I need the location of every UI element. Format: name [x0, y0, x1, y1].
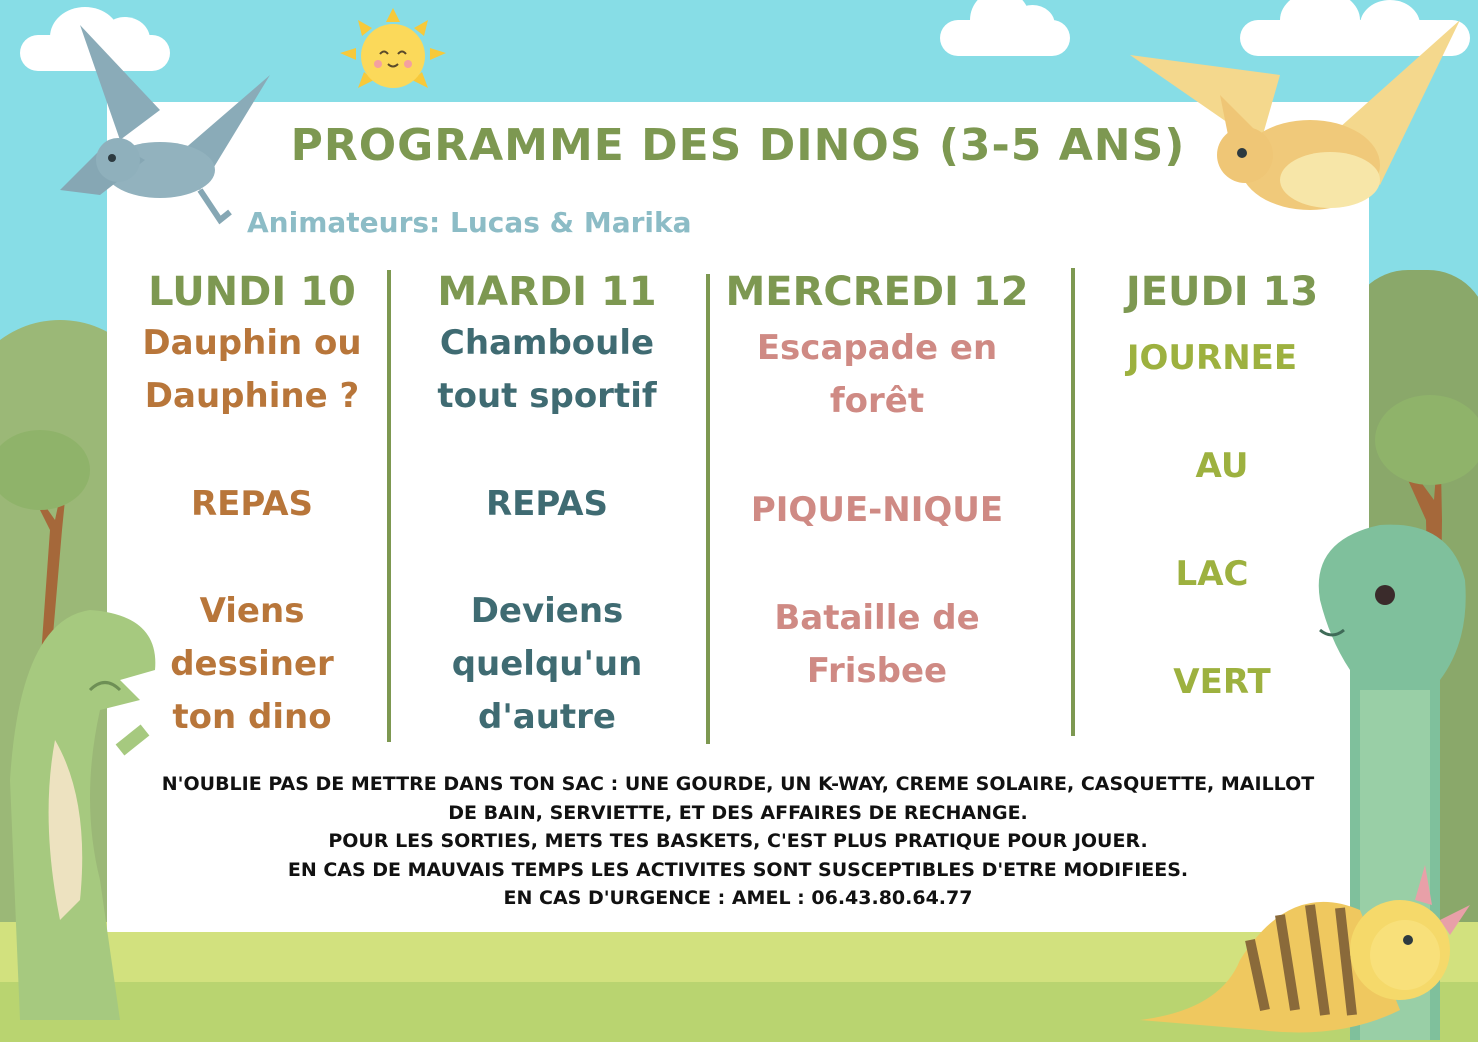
day-label: MARDI 11	[437, 269, 657, 315]
activity-lunch: REPAS	[485, 484, 608, 524]
activity-line: forêt	[829, 381, 925, 421]
activity-morning	[407, 317, 687, 423]
dino-green-left-icon	[0, 600, 165, 1020]
activity-line: LAC	[1175, 554, 1249, 594]
activity-morning	[722, 322, 1032, 428]
activity-line: tout sportif	[437, 376, 657, 416]
note-line: EN CAS D'URGENCE : AMEL : 06.43.80.64.77	[503, 887, 973, 909]
note-line: EN CAS DE MAUVAIS TEMPS LES ACTIVITES SONT SUSCEPTIBLES D'ETRE MODIFIEES.	[287, 858, 1189, 881]
activity-line: VERT	[1173, 662, 1271, 702]
activity-line: Dauphin ou	[142, 323, 362, 363]
sun-icon	[338, 8, 448, 98]
pterodactyl-blue-icon	[50, 20, 280, 230]
activity-lunch: REPAS	[190, 484, 313, 524]
activity-line: Escapade en	[756, 328, 998, 368]
note-line: N'OUBLIE PAS DE METTRE DANS TON SAC : UNE GOURDE, UN K-WAY, CREME SOLAIRE, CASQUETTE, MAILLOT	[161, 773, 1315, 795]
activity-line: quelqu'un	[451, 644, 643, 684]
activity-line: d'autre	[478, 697, 616, 737]
day-label: LUNDI 10	[148, 269, 356, 315]
triceratops-icon	[1140, 860, 1478, 1042]
day-label: JEUDI 13	[1125, 269, 1319, 315]
cloud-icon	[940, 20, 1070, 56]
activity-afternoon	[407, 585, 687, 744]
activity-line: Viens	[199, 591, 305, 631]
activity-line: Chamboule	[439, 323, 655, 363]
day-column-tuesday	[407, 267, 687, 744]
note-line: DE BAIN, SERVIETTE, ET DES AFFAIRES DE RECHANGE.	[448, 801, 1028, 824]
day-column-wednesday	[722, 267, 1032, 698]
activity-line: Bataille de	[774, 598, 980, 638]
activity-line: Dauphine ?	[144, 376, 360, 416]
activity-line: Deviens	[470, 591, 624, 631]
activity-morning	[127, 317, 377, 423]
page-title: PROGRAMME DES DINOS (3-5 ANS)	[290, 120, 1186, 171]
activity-lunch: PIQUE-NIQUE	[750, 490, 1004, 530]
column-divider	[387, 270, 391, 742]
activity-line: JOURNEE	[1126, 338, 1298, 378]
activity-afternoon	[722, 592, 1032, 698]
column-divider	[706, 274, 710, 744]
animators-subtitle: Animateurs: Lucas & Marika	[247, 206, 692, 239]
day-label: MERCREDI 12	[725, 269, 1029, 315]
activity-line: Frisbee	[806, 651, 948, 691]
activity-line: ton dino	[172, 697, 332, 737]
activity-line: dessiner	[170, 644, 334, 684]
note-line: POUR LES SORTIES, METS TES BASKETS, C'EST PLUS PRATIQUE POUR JOUER.	[328, 830, 1148, 852]
pterodactyl-yellow-icon	[1130, 15, 1470, 245]
activity-line: AU	[1195, 446, 1249, 486]
